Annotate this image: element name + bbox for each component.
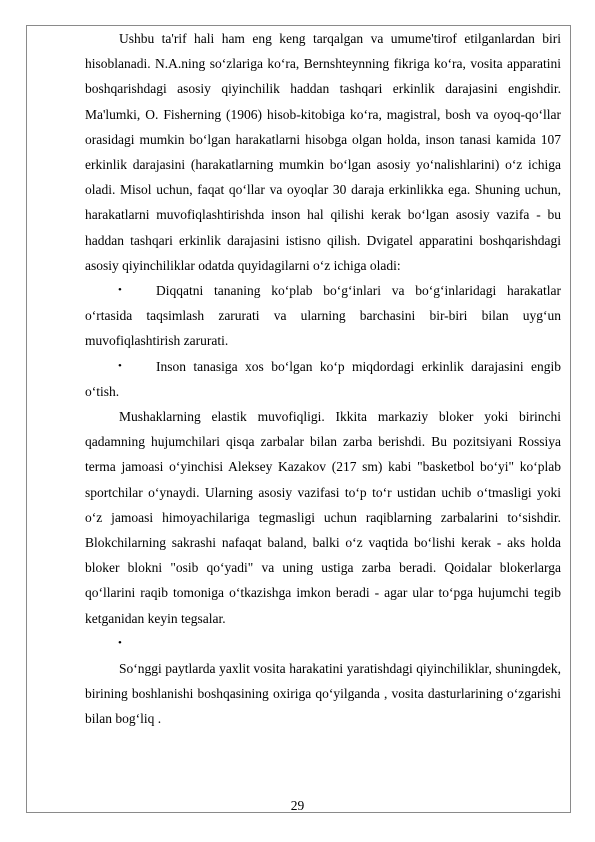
- page-number: 29: [290, 798, 305, 813]
- bullet-item: [85, 354, 561, 404]
- paragraph-definition: Ushbu ta'rif hali ham eng keng tarqalgan va umume'tirof etilganlardan biri hisoblanadi. N.A.ning so‘zlariga ko‘ra, Bernshteynning fikriga ko‘ra, vosita apparatini boshqarishdagi asosiy qiyinchilik haddan tashqari erkinlik darajasini engishdir. Ma'lumki, O. Fisherning (1906) hisob-kitobiga ko‘ra, magistral, bosh va oyoq-qo‘llar orasidagi mumkin bo‘lgan harakatlarni hisobga olgan holda, inson tanasi kamida 107 erkinlik darajasini (harakatlarning mumkin bo‘lgan asosiy yo‘nalishlarini) o‘z ichiga oladi. Misol uchun, faqat qo‘llar va oyoqlar 30 daraja erkinlikka ega. Shuning uchun, harakatlarni muvofiqlashtirishda inson hal qilishi kerak bo‘lgan asosiy vazifa - bu haddan tashqari erkinlik darajasini istisno qilish. Dvigatel apparatini boshqarishdagi asosiy qiyinchiliklar odatda quyidagilarni o‘z ichiga oladi:: [85, 31, 561, 273]
- bullet-icon: •: [118, 359, 122, 372]
- paragraph-muscle-elasticity: Mushaklarning elastik muvofiqligi. Ikkita markaziy bloker yoki birinchi qadamning hujumchilari qisqa zarbalar bilan zarba berishdi. Bu pozitsiyani Rossiya terma jamoasi o‘yinchisi Aleksey Kazakov (217 sm) kabi "basketbol bo‘yi" ko‘plab sportchilar o‘ynaydi. Ularning asosiy vazifasi to‘p to‘r ustidan uchib o‘tmasligi yoki o‘z jamoasi himoyachilariga tegmasligi uchun raqiblarning zarbalarini to‘sishdir. Blokchilarning sakrashi nafaqat baland, balki o‘z vaqtida bo‘lishi kerak - aks holda bloker blokni "osib qo‘yadi" va uning ustiga zarba beradi. Qoidalar blokerlarga qo‘llarini raqib tomoniga o‘tkazishga imkon beradi - agar ular to‘pga hujumchi tegib ketganidan keyin tegsalar.: [85, 409, 561, 626]
- document-body: [85, 26, 561, 732]
- bullet-icon: •: [118, 636, 122, 649]
- bullet-item: [85, 278, 561, 354]
- paragraph-motor-programs: So‘nggi paytlarda yaxlit vosita harakatini yaratishdagi qiyinchiliklar, shuningdek, birining boshlanishi boshqasining oxiriga qo‘yilganda , vosita dasturlarining o‘zgarishi bilan bog‘liq .: [85, 661, 561, 727]
- empty-bullet-item: [85, 631, 561, 656]
- bullet-icon: •: [118, 284, 122, 297]
- bullet-text: Diqqatni tananing ko‘plab bo‘g‘inlari va bo‘g‘inlaridagi harakatlar o‘rtasida taqsimlash zarurati va ularning barchasini bir-biri bilan uyg‘un muvofiqlashtirish zarurati.: [85, 283, 561, 349]
- bullet-text: Inson tanasiga xos bo‘lgan ko‘p miqdordagi erkinlik darajasini engib o‘tish.: [85, 358, 561, 399]
